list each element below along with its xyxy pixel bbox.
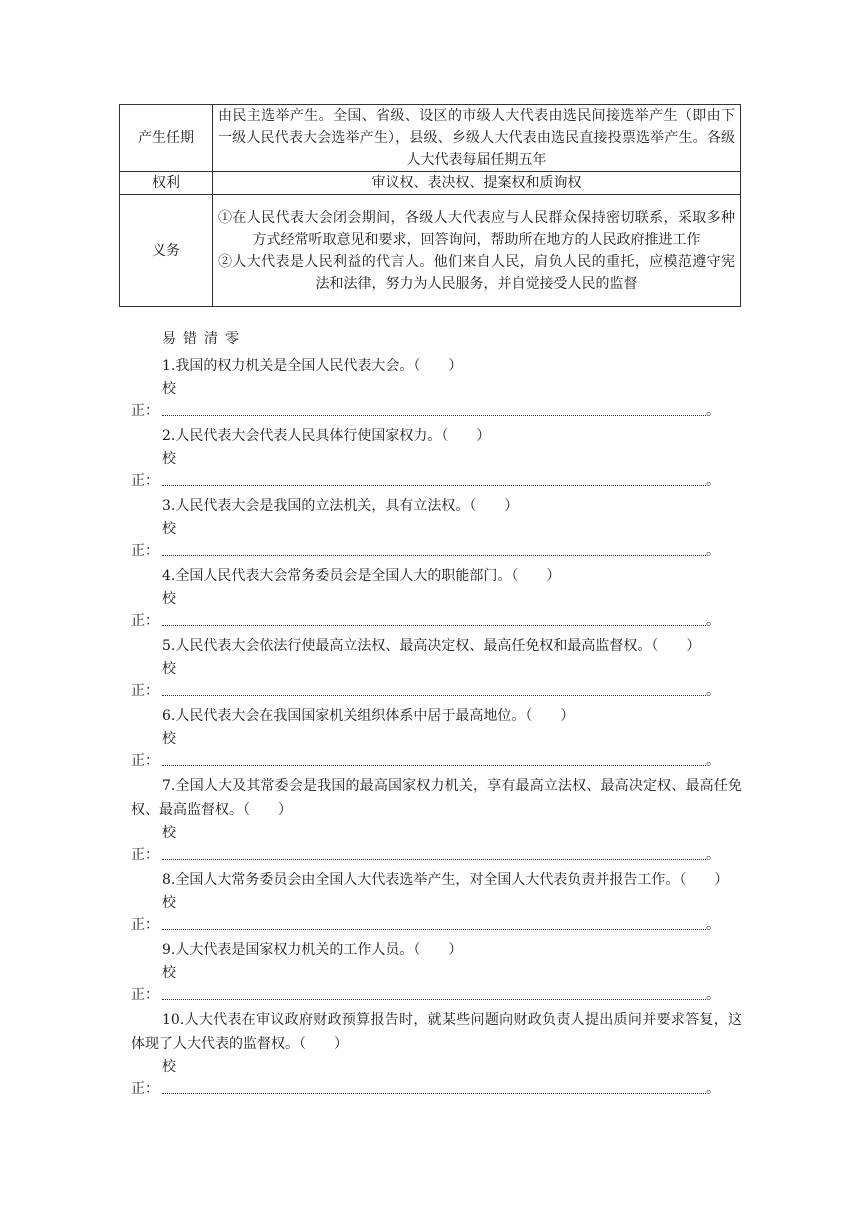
question-text: 3.人民代表大会是我国的立法机关，具有立法权。（ ） (162, 498, 519, 514)
dotted-answer-line[interactable] (162, 555, 706, 556)
correction-line[interactable] (131, 680, 742, 702)
end-mark: 。 (706, 543, 720, 559)
question-item (131, 938, 742, 1006)
end-mark: 。 (706, 683, 720, 699)
end-mark: 。 (706, 847, 720, 863)
correction-label-top: 校 (162, 1059, 176, 1075)
correction-label-bottom: 正： (131, 403, 159, 419)
dotted-answer-line[interactable] (162, 765, 706, 766)
correction-line[interactable] (131, 844, 742, 866)
question-item (131, 634, 742, 702)
table-row-content: 由民主选举产生。全国、省级、设区的市级人大代表由选民间接选举产生（即由下一级人民代表大会选举产生），县级、乡级人大代表由选民直接投票选举产生。各级人大代表每届任期五年 (213, 105, 741, 172)
npc-deputy-table (119, 104, 741, 307)
question-text: 2.人民代表大会代表人民具体行使国家权力。（ ） (162, 428, 491, 444)
question-text: 7.全国人大及其常委会是我国的最高国家权力机关，享有最高立法权、最高决定权、最高任免权、最高监督权。（ ） (131, 778, 742, 818)
dotted-answer-line[interactable] (162, 859, 706, 860)
correction-line[interactable] (131, 400, 742, 422)
question-text: 6.人民代表大会在我国国家机关组织体系中居于最高地位。（ ） (162, 708, 575, 724)
correction-label-bottom: 正： (131, 473, 159, 489)
correction-label-top: 校 (162, 521, 176, 537)
end-mark: 。 (706, 917, 720, 933)
question-item (131, 1008, 742, 1100)
section-title: 易错清零 (162, 331, 246, 347)
dotted-answer-line[interactable] (162, 485, 706, 486)
question-item (131, 868, 742, 936)
correction-label-top: 校 (162, 825, 176, 841)
dotted-answer-line[interactable] (162, 929, 706, 930)
question-item (131, 774, 742, 866)
question-item (131, 424, 742, 492)
correction-label-bottom: 正： (131, 753, 159, 769)
end-mark: 。 (706, 987, 720, 1003)
correction-label-bottom: 正： (131, 847, 159, 863)
correction-line[interactable] (131, 750, 742, 772)
question-text: 5.人民代表大会依法行使最高立法权、最高决定权、最高任免权和最高监督权。（ ） (162, 638, 701, 654)
correction-label-top: 校 (162, 731, 176, 747)
end-mark: 。 (706, 753, 720, 769)
correction-line[interactable] (131, 914, 742, 936)
question-item (131, 704, 742, 772)
correction-line[interactable] (131, 984, 742, 1006)
end-mark: 。 (706, 1081, 720, 1097)
correction-label-top: 校 (162, 895, 176, 911)
question-text: 9.人大代表是国家权力机关的工作人员。（ ） (162, 942, 463, 958)
question-item (131, 494, 742, 562)
correction-label-bottom: 正： (131, 613, 159, 629)
question-list (131, 354, 742, 1102)
correction-label-top: 校 (162, 591, 176, 607)
duty-paragraph-1: ①在人民代表大会闭会期间，各级人大代表应与人民群众保持密切联系，采取多种方式经常听取意见和要求，回答询问，帮助所在地方的人民政府推进工作 (218, 209, 735, 248)
table-row-label: 义务 (120, 195, 213, 307)
correction-label-bottom: 正： (131, 987, 159, 1003)
table-row (120, 105, 741, 172)
question-text: 8.全国人大常务委员会由全国人大代表选举产生，对全国人大代表负责并报告工作。（ ） (162, 872, 729, 888)
table-row-content (213, 195, 741, 307)
correction-label-bottom: 正： (131, 917, 159, 933)
correction-label-top: 校 (162, 381, 176, 397)
correction-line[interactable] (131, 1078, 742, 1100)
table-row-label: 产生任期 (120, 105, 213, 172)
table-row-content: 审议权、表决权、提案权和质询权 (213, 172, 741, 195)
end-mark: 。 (706, 473, 720, 489)
end-mark: 。 (706, 403, 720, 419)
dotted-answer-line[interactable] (162, 999, 706, 1000)
correction-line[interactable] (131, 610, 742, 632)
correction-label-bottom: 正： (131, 1081, 159, 1097)
correction-label-bottom: 正： (131, 683, 159, 699)
dotted-answer-line[interactable] (162, 695, 706, 696)
table-row (120, 172, 741, 195)
dotted-answer-line[interactable] (162, 1093, 706, 1094)
table-row (120, 195, 741, 307)
end-mark: 。 (706, 613, 720, 629)
correction-line[interactable] (131, 470, 742, 492)
correction-label-top: 校 (162, 451, 176, 467)
dotted-answer-line[interactable] (162, 415, 706, 416)
table-row-label: 权利 (120, 172, 213, 195)
question-text: 4.全国人民代表大会常务委员会是全国人大的职能部门。（ ） (162, 568, 561, 584)
correction-line[interactable] (131, 540, 742, 562)
correction-label-bottom: 正： (131, 543, 159, 559)
dotted-answer-line[interactable] (162, 625, 706, 626)
duty-paragraph-2: ②人大代表是人民利益的代言人。他们来自人民，肩负人民的重托，应模范遵守宪法和法律，努力为人民服务，并自觉接受人民的监督 (218, 253, 735, 292)
correction-label-top: 校 (162, 661, 176, 677)
question-text: 1.我国的权力机关是全国人民代表大会。（ ） (162, 358, 463, 374)
correction-label-top: 校 (162, 965, 176, 981)
question-item (131, 354, 742, 422)
question-item (131, 564, 742, 632)
question-text: 10.人大代表在审议政府财政预算报告时，就某些问题向财政负责人提出质问并要求答复，这体现了人大代表的监督权。（ ） (131, 1012, 742, 1052)
